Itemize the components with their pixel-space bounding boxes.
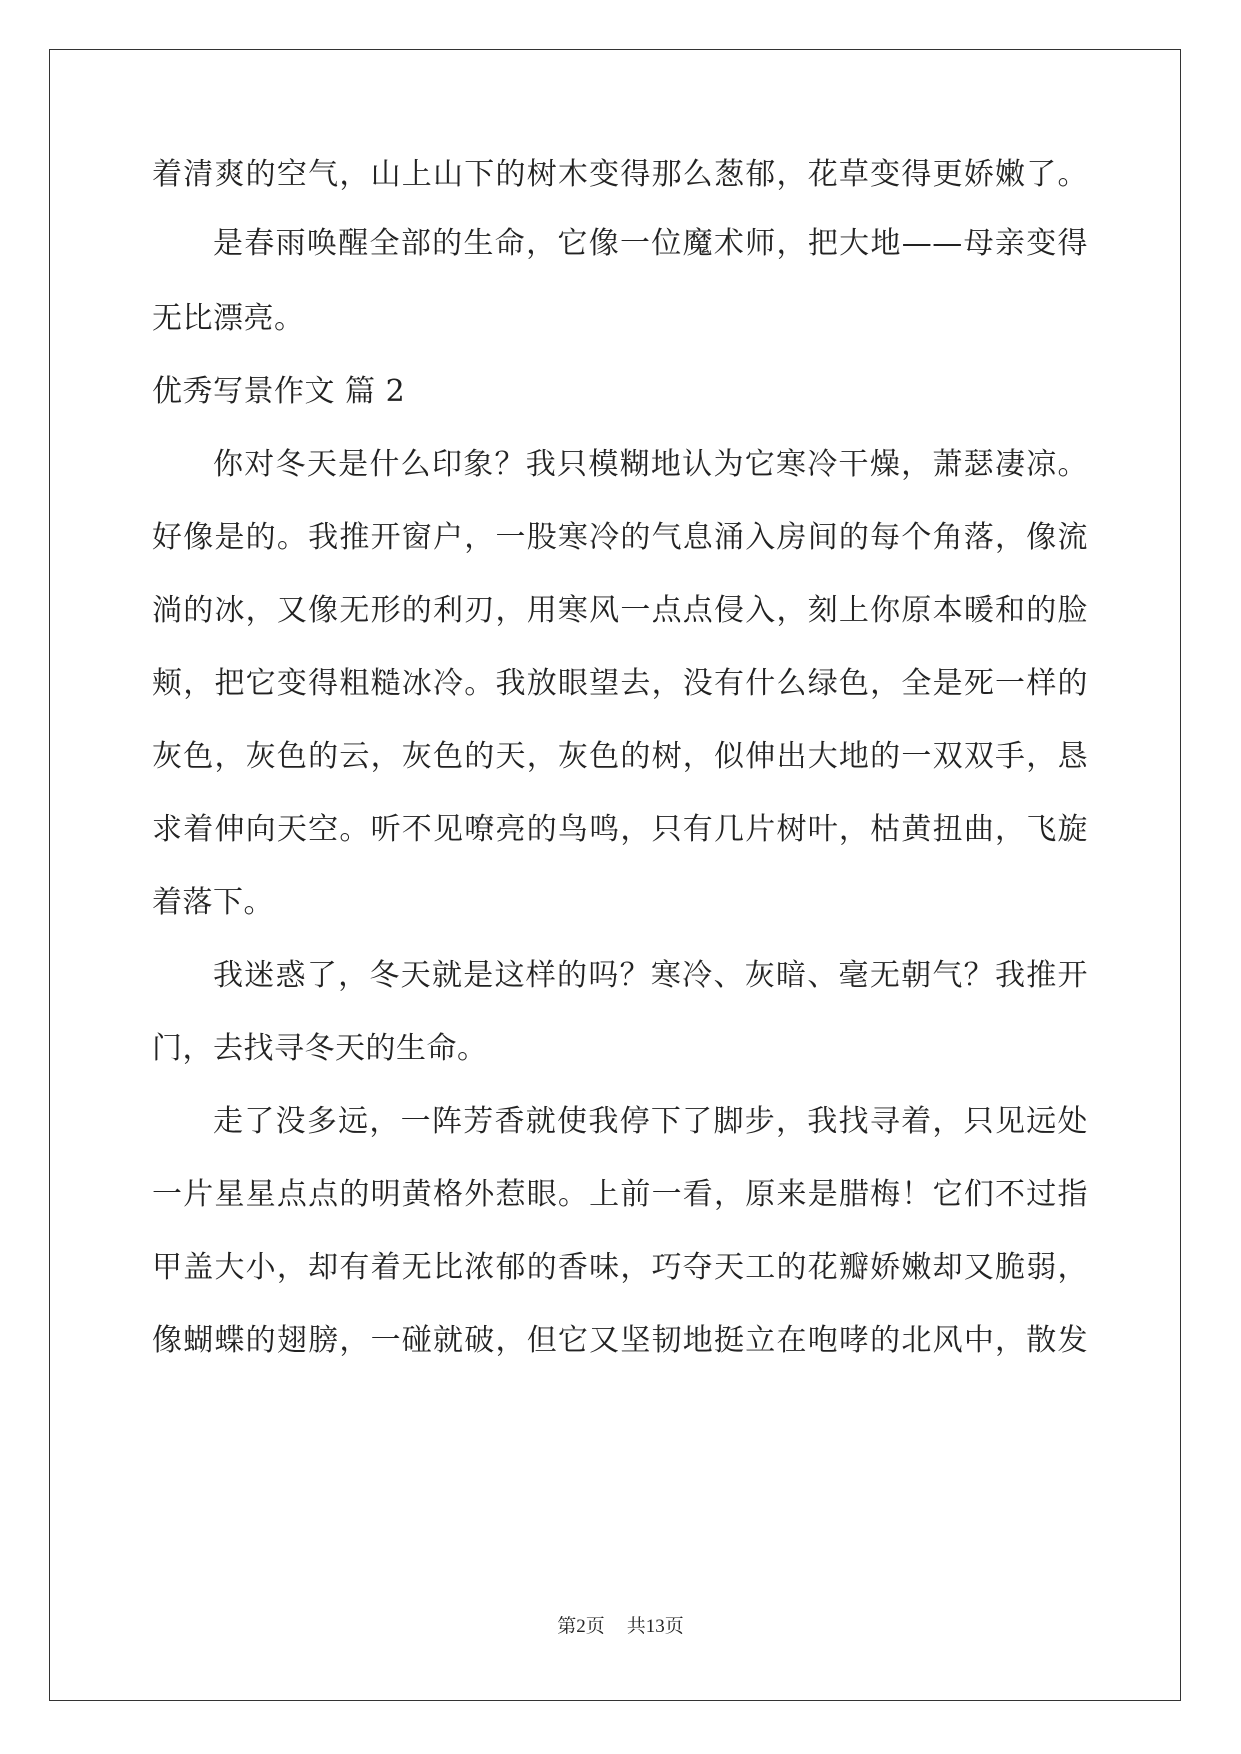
- text-line-14: 走了没多远，一阵芳香就使我停下了脚步，我找寻着，只见远处: [213, 1104, 1088, 1139]
- text-line-8: 颊，把它变得粗糙冰冷。我放眼望去，没有什么绿色，全是死一样的: [152, 666, 1088, 701]
- text-line-16: 甲盖大小，却有着无比浓郁的香味，巧夺天工的花瓣娇嫩却又脆弱，: [152, 1250, 1088, 1285]
- text-line-1: 着清爽的空气，山上山下的树木变得那么葱郁，花草变得更娇嫩了。: [152, 157, 1088, 192]
- text-line-7: 淌的冰，又像无形的利刃，用寒风一点点侵入，刻上你原本暖和的脸: [152, 593, 1088, 628]
- text-line-2: 是春雨唤醒全部的生命，它像一位魔术师，把大地——母亲变得: [213, 226, 1088, 261]
- page-total: 13: [645, 1616, 665, 1637]
- page-current: 2: [576, 1616, 586, 1637]
- text-line-17: 像蝴蝶的翅膀，一碰就破，但它又坚韧地挺立在咆哮的北风中，散发: [152, 1323, 1088, 1358]
- text-line-13: 门，去找寻冬天的生命。: [152, 1031, 488, 1066]
- text-line-6: 好像是的。我推开窗户，一股寒冷的气息涌入房间的每个角落，像流: [152, 520, 1088, 555]
- page-label-prefix: 第: [557, 1615, 577, 1637]
- page-border: [49, 49, 1181, 1701]
- total-label-prefix: 共: [626, 1615, 646, 1637]
- text-line-10: 求着伸向天空。听不见嘹亮的鸟鸣，只有几片树叶，枯黄扭曲，飞旋: [152, 812, 1088, 847]
- page-label-suffix: 页: [585, 1615, 605, 1637]
- text-line-11: 着落下。: [152, 885, 274, 920]
- text-line-3: 无比漂亮。: [152, 301, 305, 336]
- page-footer: [0, 1614, 1241, 1639]
- text-line-5: 你对冬天是什么印象？我只模糊地认为它寒冷干燥，萧瑟凄凉。: [213, 447, 1088, 482]
- text-line-9: 灰色，灰色的云，灰色的天，灰色的树，似伸出大地的一双双手，恳: [152, 739, 1088, 774]
- text-line-12: 我迷惑了，冬天就是这样的吗？寒冷、灰暗、毫无朝气？我推开: [213, 958, 1088, 993]
- total-label-suffix: 页: [664, 1615, 684, 1637]
- text-line-15: 一片星星点点的明黄格外惹眼。上前一看，原来是腊梅！它们不过指: [152, 1177, 1088, 1212]
- section-heading: 优秀写景作文 篇 2: [152, 374, 406, 409]
